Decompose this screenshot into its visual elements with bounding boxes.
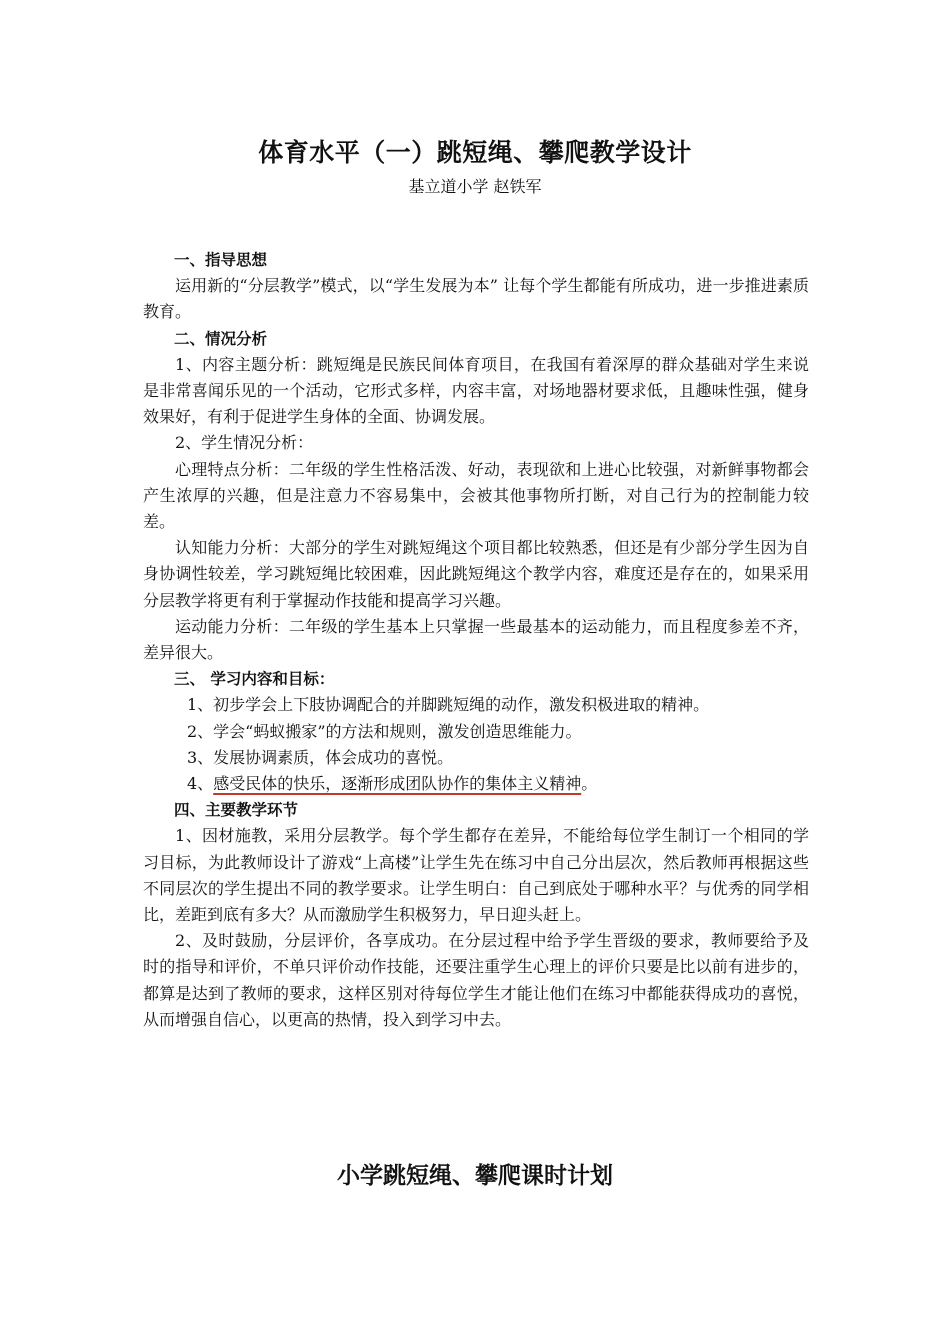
paragraph: 2、学生情况分析： (175, 433, 314, 453)
section-heading-guiding-thought: 一、指导思想 (174, 251, 268, 269)
document-title: 体育水平（一）跳短绳、攀爬教学设计 (258, 138, 692, 167)
document-body (143, 247, 809, 1033)
author-line: 基立道小学 赵铁军 (408, 177, 542, 196)
section-heading-main-teaching-links: 四、主要教学环节 (174, 801, 299, 820)
list-item: 2、学会“蚂蚁搬家”的方法和规则，激发创造思维能力。 (187, 721, 582, 741)
paragraph: 认知能力分析：大部分的学生对跳短绳这个项目都比较熟悉，但还是有少部分学生因为自身协调性较差，学习跳短绳比较困难，因此跳短绳这个教学内容，难度还是存在的，如果采用分层教学将更有利于掌握动作技能和提高学习兴趣。 (143, 538, 809, 610)
lesson-plan-title: 小学跳短绳、攀爬课时计划 (337, 1163, 613, 1189)
paragraph: 1、因材施教，采用分层教学。每个学生都存在差异，不能给每位学生制订一个相同的学习目标，为此教师设计了游戏“上高楼”让学生先在练习中自己分出层次，然后教师再根据这些不同层次的学生提出不同的教学要求。让学生明白：自己到底处于哪种水平？与优秀的同学相比，差距到底有多大？从而激励学生积极努力，早日迎头赶上。 (143, 826, 809, 925)
paragraph: 2、及时鼓励，分层评价，各享成功。在分层过程中给予学生晋级的要求，教师要给予及时的指导和评价，不单只评价动作技能，还要注重学生心理上的评价只要是比以前有进步的，都算是达到了教师的要求，这样区别对待每位学生才能让他们在练习中都能获得成功的喜悦，从而增强自信心，以更高的热情，投入到学习中去。 (143, 931, 809, 1029)
paragraph: 1、内容主题分析：跳短绳是民族民间体育项目，在我国有着深厚的群众基础对学生来说是非常喜闻乐见的一个活动，它形式多样，内容丰富，对场地器材要求低，且趣味性强，健身效果好，有利于促进学生身体的全面、协调发展。 (143, 354, 809, 427)
paragraph: 运动能力分析：二年级的学生基本上只掌握一些最基本的运动能力，而且程度参差不齐，差异很大。 (143, 616, 809, 663)
section-heading-situation-analysis: 二、情况分析 (174, 329, 268, 348)
paragraph: 运用新的“分层教学”模式，以“学生发展为本” 让每个学生都能有所成功，进一步推进素质教育。 (143, 276, 809, 322)
underlined-text: 感受民体的快乐，逐渐形成团队协作的集体主义精神 (213, 774, 582, 794)
list-item-number: 4、 (187, 774, 214, 794)
list-item-punctuation: 。 (581, 774, 598, 794)
paragraph: 心理特点分析：二年级的学生性格活泼、好动，表现欲和上进心比较强，对新鲜事物都会产生浓厚的兴趣，但是注意力不容易集中，会被其他事物所打断，对自己行为的控制能力较差。 (143, 459, 809, 532)
list-item (143, 771, 809, 797)
section-heading-learning-goals: 三、 学习内容和目标： (174, 670, 335, 689)
list-item: 3、发展协调素质，体会成功的喜悦。 (187, 747, 454, 767)
list-item: 1、初步学会上下肢协调配合的并脚跳短绳的动作，激发积极进取的精神。 (187, 695, 710, 715)
